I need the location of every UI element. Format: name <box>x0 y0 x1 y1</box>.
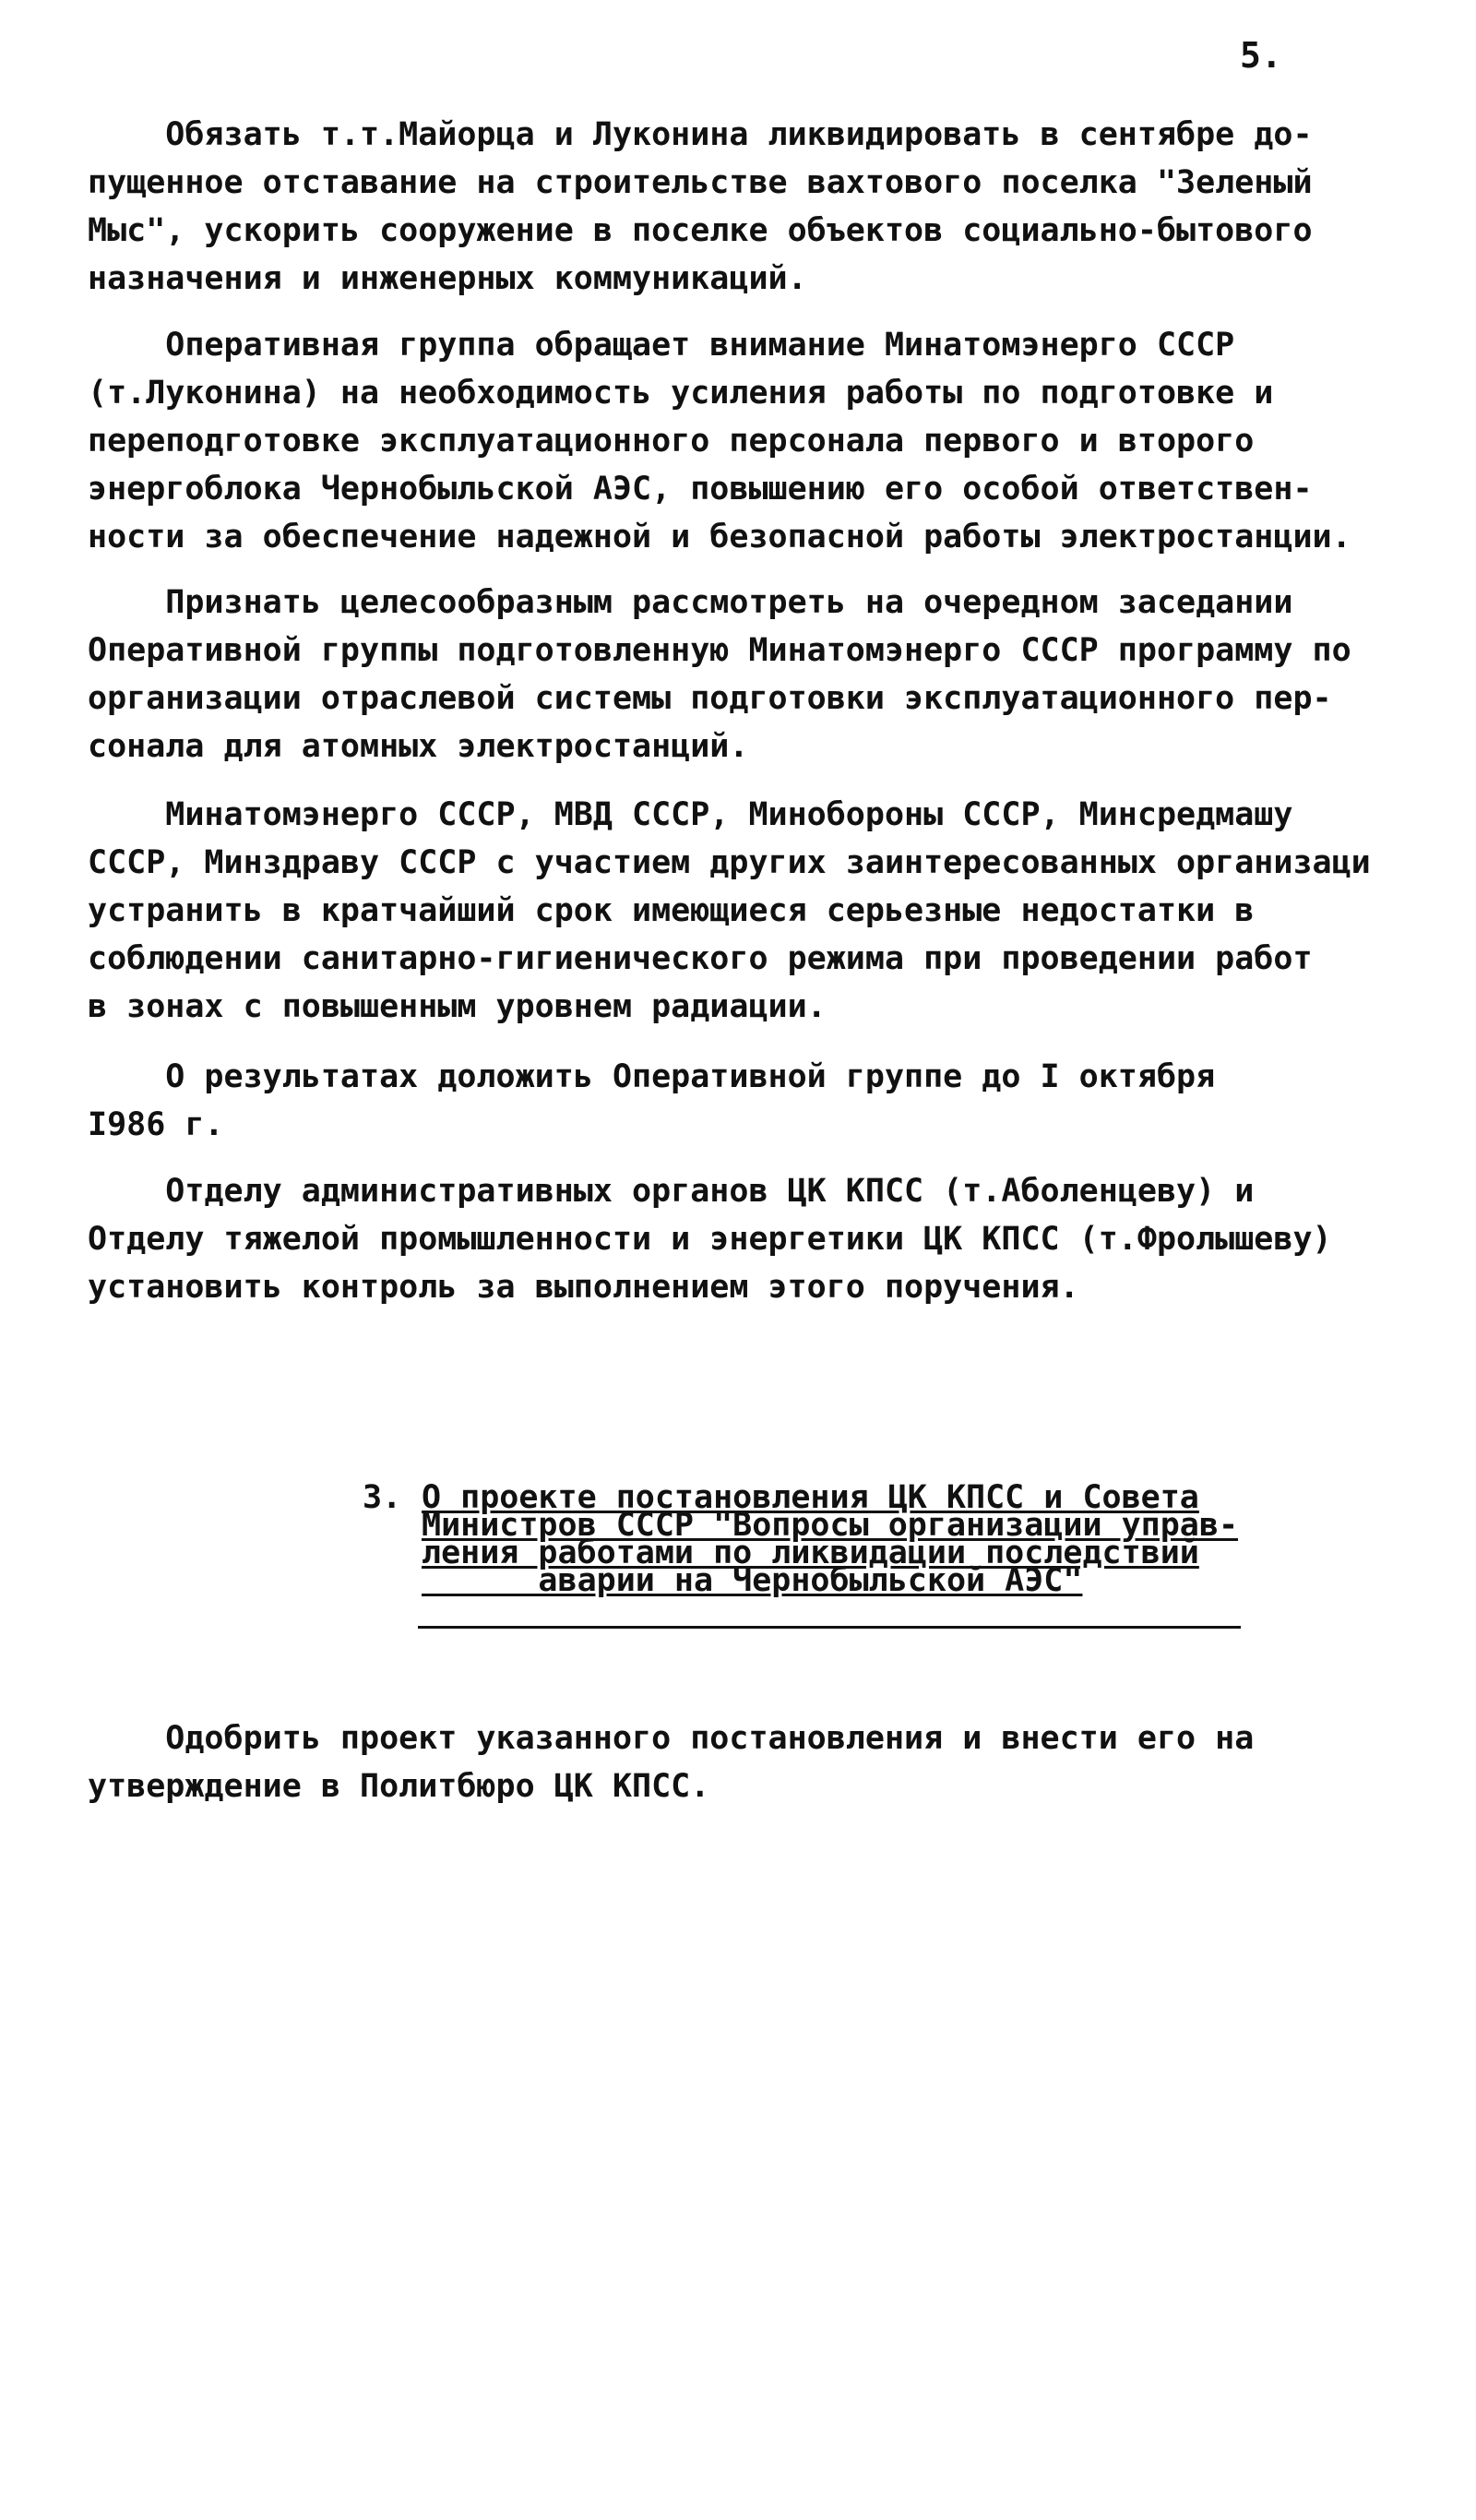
paragraph-obligate-construction: Обязать т.т.Майорца и Луконина ликвидировать в сентябре до- пущенное отставание на строительстве вахтового поселка "Зеленый Мыс", ускорить сооружение в поселке объектов социально-бытового назначения и инженерных коммуникаций. <box>88 116 1313 297</box>
paragraph-report-deadline: О результатах доложить Оперативной группе до I октября I986 г. <box>88 1058 1216 1143</box>
paragraph-control-assignment: Отделу административных органов ЦК КПСС (т.Аболенцеву) и Отделу тяжелой промышленности и энергетики ЦК КПСС (т.Фролышеву) установить контроль за выполнением этого поручения. <box>88 1173 1332 1306</box>
paragraph-training-program: Признать целесообразным рассмотреть на очередном заседании Оперативной группы подготовленную Минатомэнерго СССР программу по организации отраслевой системы подготовки эксплуатационного пер- сонала для атомных электростанций. <box>88 584 1351 765</box>
paragraph-sanitary-regime: Минатомэнерго СССР, МВД СССР, Минобороны СССР, Минсредмашу СССР, Минздраву СССР с участием других заинтересованных организаци устранить в кратчайший срок имеющиеся серьезные недостатки в соблюдении санитарно-гигиенического режима при проведении работ в зонах с повышенным уровнем радиации. <box>88 796 1371 1025</box>
paragraph-approve-project: Одобрить проект указанного постановления и внести его на утверждение в Политбюро ЦК КПСС. <box>88 1720 1255 1805</box>
page-number: 5. <box>1240 35 1282 76</box>
paragraph-personnel-training: Оперативная группа обращает внимание Минатомэнерго СССР (т.Луконина) на необходимость усиления работы по подготовке и переподготовке эксплуатационного персонала первого и второго энергоблока Чернобыльской АЭС, повышению его особой ответствен- ности за обеспечение надежной и безопасной работы электростанции. <box>88 327 1351 555</box>
section-underline <box>418 1626 1241 1629</box>
section-number: 3. <box>363 1479 402 1516</box>
section-title: О проекте постановления ЦК КПСС и Совета Министров СССР "Вопросы организации управ- ления работами по ликвидации последствий аварии на Чернобыльской АЭС" <box>422 1479 1239 1599</box>
